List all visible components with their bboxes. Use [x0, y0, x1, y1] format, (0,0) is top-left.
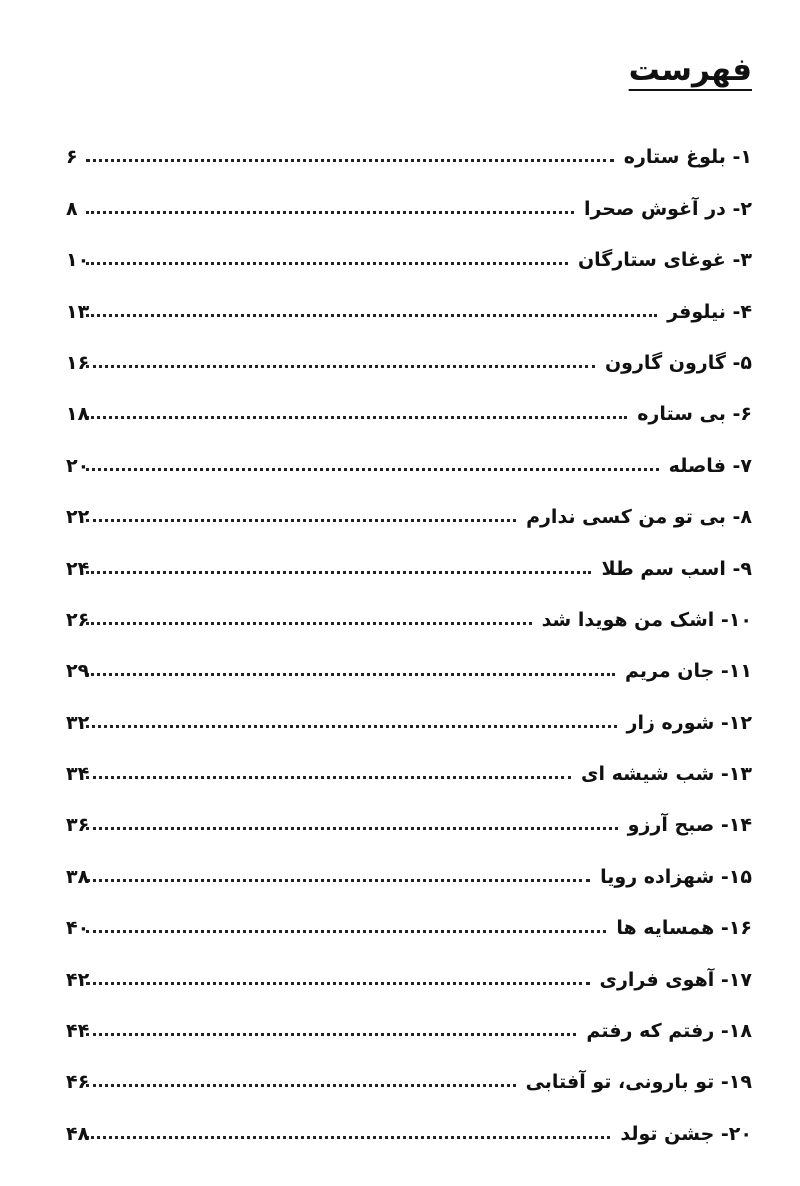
page-title: فهرست: [628, 52, 752, 88]
toc-entry-title: ۳- غوغای ستارگان: [572, 249, 752, 271]
toc-entry: [66, 742, 752, 793]
toc-entry-title: ۱- بلوغ ستاره: [618, 146, 752, 168]
toc-page-number: ۴۶: [66, 1071, 90, 1094]
toc-entry-title: ۲۰- جشن تولد: [614, 1123, 752, 1145]
toc-entry: [66, 125, 752, 176]
dot-leader: [86, 159, 614, 162]
toc-entry: [66, 1101, 752, 1152]
toc-entry-title: ۵- گارون گارون: [599, 352, 752, 374]
toc-entry: [66, 690, 752, 741]
toc-entry: [66, 228, 752, 279]
toc-entry-title: ۱۱- جان مریم: [619, 660, 752, 682]
toc-entry: [66, 588, 752, 639]
toc-entry-title: ۱۳- شب شیشه ای: [575, 763, 752, 785]
toc-entry-title: ۱۶- همسایه ها: [610, 917, 752, 939]
toc-entry-title: ۱۷- آهوی فراری: [594, 969, 752, 991]
toc-entry: [66, 1050, 752, 1101]
toc-page-number: ۶: [66, 146, 78, 169]
dot-leader: [86, 468, 659, 471]
dot-leader: [86, 930, 606, 933]
toc-entry: [66, 176, 752, 227]
toc-page-number: ۸: [66, 197, 78, 220]
dot-leader: [86, 1033, 576, 1036]
toc-entry-title: ۲- در آغوش صحرا: [578, 198, 752, 220]
toc-page-number: ۱۶: [66, 351, 90, 374]
toc-entry-title: ۱۵- شهزاده رویا: [594, 866, 752, 888]
toc-entry-title: ۱۴- صبح آرزو: [622, 814, 752, 836]
dot-leader: [86, 622, 532, 625]
toc-page-number: ۱۰: [66, 249, 90, 272]
toc-page-number: ۴۰: [66, 917, 90, 940]
toc-entry: [66, 793, 752, 844]
dot-leader: [86, 365, 595, 368]
toc-page-number: ۲۴: [66, 557, 90, 580]
toc-entry-title: ۷- فاصله: [663, 455, 752, 477]
toc-entry-title: ۱۹- تو بارونی، تو آفتابی: [520, 1071, 752, 1093]
toc-entry-title: ۴- نیلوفر: [661, 301, 752, 323]
dot-leader: [86, 211, 574, 214]
toc-page-number: ۱۳: [66, 300, 90, 323]
toc-page-number: ۲۶: [66, 608, 90, 631]
toc-entry: [66, 279, 752, 330]
toc-page-number: ۳۶: [66, 814, 90, 837]
toc-page-number: ۲۹: [66, 660, 90, 683]
toc-entry: [66, 485, 752, 536]
toc-page-number: ۴۲: [66, 968, 90, 991]
toc-entry: [66, 639, 752, 690]
dot-leader: [86, 416, 627, 419]
toc-page-number: ۳۲: [66, 711, 90, 734]
toc-entry-title: ۱۸- رفتم که رفتم: [580, 1020, 752, 1042]
toc-page-number: ۱۸: [66, 403, 90, 426]
toc-page-number: ۴۸: [66, 1122, 90, 1145]
toc-entry-title: ۱۲- شوره زار: [621, 712, 752, 734]
toc-entry-title: ۶- بی ستاره: [631, 403, 752, 425]
toc-entry: [66, 844, 752, 895]
toc-entry: [66, 433, 752, 484]
toc-entry-title: ۹- اسب سم طلا: [595, 558, 752, 580]
toc-entry: [66, 331, 752, 382]
dot-leader: [86, 262, 568, 265]
dot-leader: [86, 519, 516, 522]
toc-entry-title: ۱۰- اشک من هویدا شد: [536, 609, 752, 631]
toc-entry: [66, 896, 752, 947]
dot-leader: [86, 982, 590, 985]
dot-leader: [86, 571, 591, 574]
toc-page-number: ۲۰: [66, 454, 90, 477]
table-of-contents: [66, 125, 752, 1153]
toc-page-number: ۳۸: [66, 865, 90, 888]
toc-entry: [66, 536, 752, 587]
dot-leader: [86, 1084, 516, 1087]
dot-leader: [86, 776, 571, 779]
dot-leader: [86, 879, 590, 882]
toc-entry: [66, 947, 752, 998]
dot-leader: [86, 314, 657, 317]
dot-leader: [86, 1136, 610, 1139]
toc-entry-title: ۸- بی تو من کسی ندارم: [520, 506, 752, 528]
toc-page-number: ۴۴: [66, 1020, 90, 1043]
dot-leader: [86, 725, 617, 728]
toc-entry: [66, 999, 752, 1050]
toc-page-number: ۳۴: [66, 763, 90, 786]
dot-leader: [86, 827, 618, 830]
dot-leader: [86, 673, 615, 676]
toc-page-number: ۲۲: [66, 506, 90, 529]
toc-entry: [66, 382, 752, 433]
